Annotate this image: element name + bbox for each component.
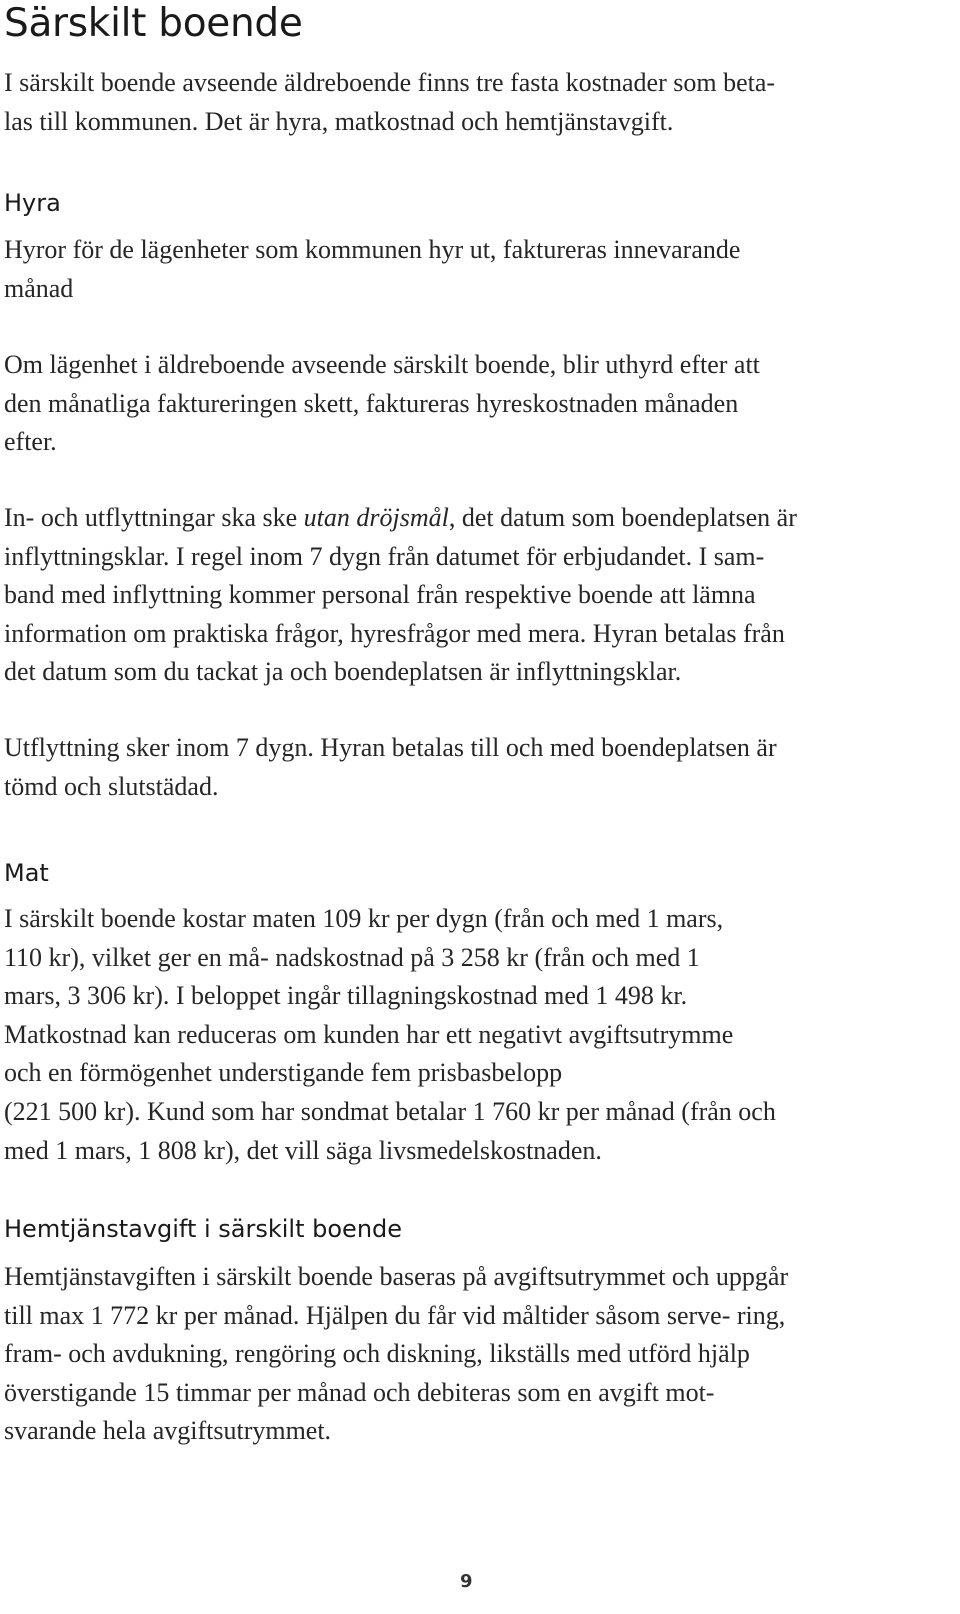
hyra-paragraph-1 [4, 231, 740, 308]
hyra-paragraph-4 [4, 729, 777, 806]
text-line: I särskilt boende kostar maten 109 kr per dygn (från och med 1 mars, [4, 904, 724, 933]
text-line: och en förmögenhet understigande fem prisbasbelopp [4, 1058, 563, 1088]
text-line: Utflyttning sker inom 7 dygn. Hyran betalas till och med boendeplatsen är [4, 733, 777, 762]
text-line: månad [4, 273, 74, 303]
text-line: band med inflyttning kommer personal från respektive boende att lämna [4, 580, 756, 610]
mat-paragraph [4, 900, 776, 1170]
text-line: tömd och slutstädad. [4, 771, 219, 801]
text-line: det datum som du tackat ja och boendeplatsen är inflyttningsklar. [4, 657, 682, 687]
text-fragment: In- och utflyttningar ska ske [4, 503, 304, 532]
intro-paragraph [4, 64, 775, 141]
text-line: Hyror för de lägenheter som kommunen hyr ut, faktureras innevarande [4, 235, 741, 264]
document-page [4, 0, 934, 1446]
text-line: (221 500 kr). Kund som har sondmat betalar 1 760 kr per månad (från och [4, 1096, 776, 1126]
text-line: med 1 mars, 1 808 kr), det vill säga livsmedelskostnaden. [4, 1135, 602, 1165]
text-line: information om praktiska frågor, hyresfrågor med mera. Hyran betalas från [4, 618, 785, 648]
text-line: överstigande 15 timmar per månad och debiteras som en avgift mot- [4, 1377, 715, 1407]
text-line: efter. [4, 427, 57, 457]
text-line: den månatliga faktureringen skett, faktureras hyreskostnaden månaden [4, 388, 739, 418]
section-heading-hyra: Hyra [4, 189, 61, 217]
hyra-paragraph-3 [4, 499, 797, 692]
text-line: fram- och avdukning, rengöring och diskning, likställs med utförd hjälp [4, 1339, 750, 1369]
page-number: 9 [460, 1571, 473, 1592]
text-line: svarande hela avgiftsutrymmet. [4, 1416, 332, 1446]
text-line [4, 499, 797, 538]
text-line: till max 1 772 kr per månad. Hjälpen du får vid måltider såsom serve- ring, [4, 1300, 786, 1330]
text-line: Hemtjänstavgiften i särskilt boende baseras på avgiftsutrymmet och uppgår [4, 1262, 789, 1291]
section-heading-hemtjanstavgift: Hemtjänstavgift i särskilt boende [4, 1215, 403, 1243]
italic-emphasis: utan dröjsmål [303, 503, 449, 532]
text-line: Om lägenhet i äldreboende avseende särskilt boende, blir uthyrd efter att [4, 350, 760, 379]
text-line: Matkostnad kan reduceras om kunden har ett negativt avgiftsutrymme [4, 1019, 734, 1049]
text-line: las till kommunen. Det är hyra, matkostnad och hemtjänstavgift. [4, 106, 674, 136]
text-line: mars, 3 306 kr). I beloppet ingår tillagningskostnad med 1 498 kr. [4, 981, 688, 1011]
page-title: Särskilt boende [4, 1, 303, 46]
text-line: 110 kr), vilket ger en må- nadskostnad på 3 258 kr (från och med 1 [4, 942, 700, 972]
section-heading-mat: Mat [4, 859, 49, 887]
text-fragment: , det datum som boendeplatsen är [448, 503, 797, 532]
text-line: inflyttningsklar. I regel inom 7 dygn från datumet för erbjudandet. I sam- [4, 541, 765, 571]
text-line: I särskilt boende avseende äldreboende finns tre fasta kostnader som beta- [4, 68, 776, 97]
hemtjanst-paragraph [4, 1258, 788, 1451]
hyra-paragraph-2 [4, 346, 760, 462]
